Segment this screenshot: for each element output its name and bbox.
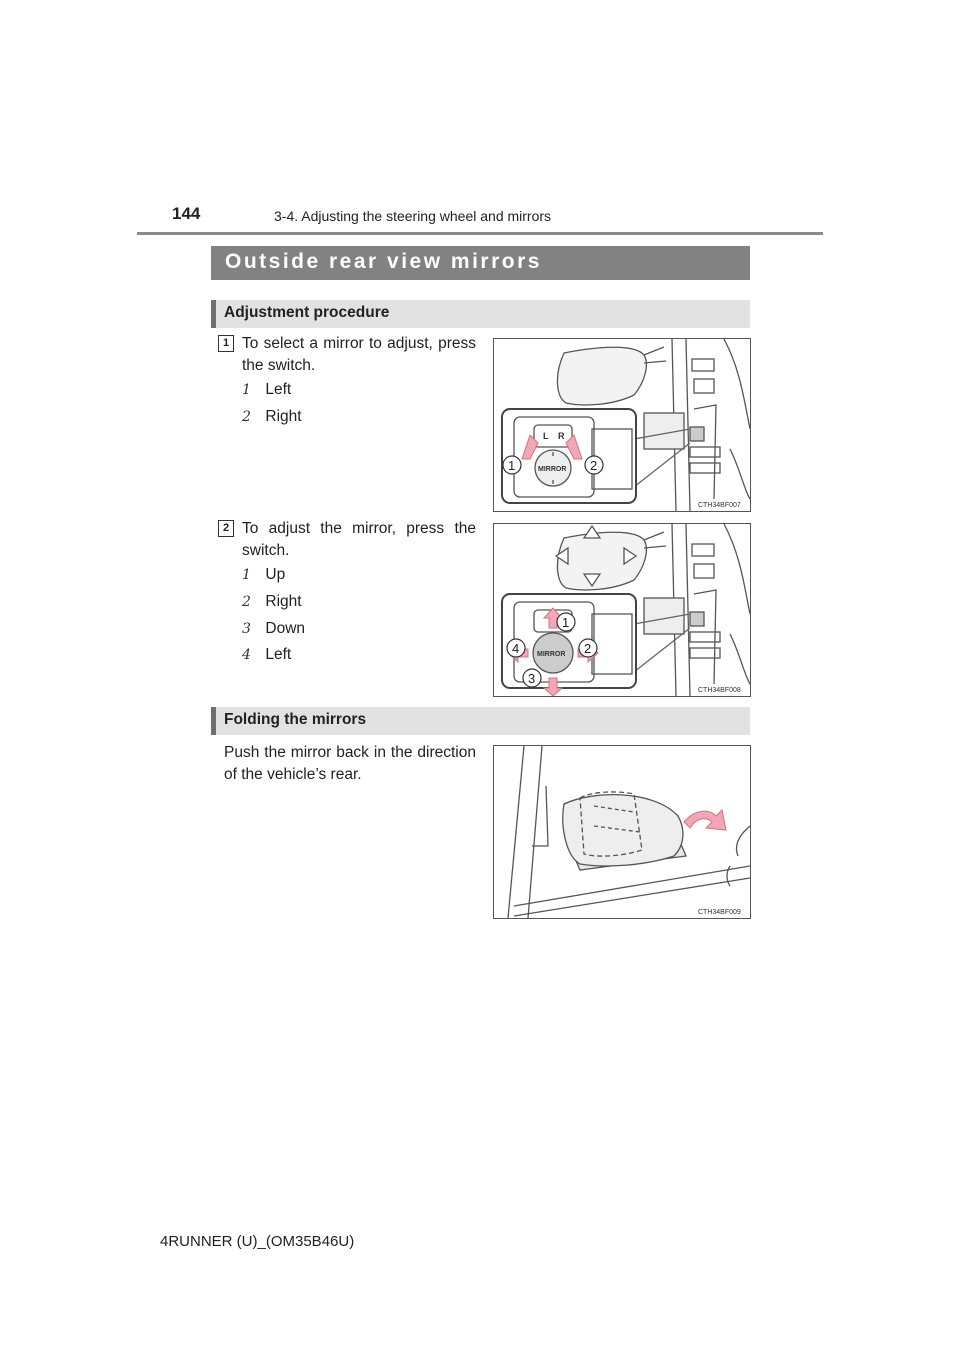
item-number: 4: [242, 647, 251, 663]
mirror-select-illustration: [494, 339, 750, 511]
section-title-bar: [211, 246, 750, 280]
item-label: Right: [265, 593, 302, 610]
folding-text: Push the mirror back in the direction of the vehicle’s rear.: [224, 744, 476, 783]
fig1-callout-1: [503, 456, 521, 474]
fig1-callout-2: [585, 456, 603, 474]
step-1-item-1: [242, 381, 291, 399]
item-number: 1: [242, 382, 251, 398]
item-number: 2: [242, 594, 251, 610]
item-number: 3: [242, 621, 251, 637]
item-label: Left: [265, 646, 292, 663]
subheading-folding: [211, 707, 750, 735]
figure-mirror-adjust: [493, 523, 751, 697]
fig2-callout-4: [507, 639, 525, 657]
step-1-text: To select a mirror to adjust, press the switch.: [242, 335, 476, 374]
item-label: Left: [265, 381, 292, 398]
figure-mirror-fold: [493, 745, 751, 919]
header-rule: [137, 232, 823, 235]
mirror-adjust-illustration: [494, 524, 750, 696]
item-label: Up: [265, 566, 286, 583]
fig2-mirror-label: MIRROR: [537, 651, 566, 658]
svg-text:1: 1: [508, 458, 516, 473]
footer-model-code: 4RUNNER (U)_(OM35B46U): [160, 1233, 355, 1250]
mirror-fold-illustration: [494, 746, 750, 918]
subheading-adjustment-label: Adjustment procedure: [224, 304, 390, 321]
fig3-code: CTH34BF009: [698, 909, 741, 916]
subheading-folding-label: Folding the mirrors: [224, 711, 367, 728]
svg-text:3: 3: [528, 671, 536, 686]
item-number: 2: [242, 409, 251, 425]
svg-text:1: 1: [562, 615, 570, 630]
item-number: 1: [242, 567, 251, 583]
step-2-item-4: [242, 646, 291, 664]
fig1-mirror-label: MIRROR: [538, 466, 567, 473]
subheading-adjustment: [211, 300, 750, 328]
step-2-item-2: [242, 593, 302, 611]
fig2-callout-1: [557, 613, 575, 631]
step-1-badge: 1: [218, 335, 234, 352]
fig1-r-label: R: [558, 431, 565, 441]
fig2-code: CTH34BF008: [698, 687, 741, 694]
fig2-callout-2: [579, 639, 597, 657]
step-2-badge: 2: [218, 520, 234, 537]
item-label: Down: [265, 620, 306, 637]
header-section-title: 3-4. Adjusting the steering wheel and mirrors: [274, 208, 552, 224]
page-number: 144: [172, 204, 201, 223]
item-label: Right: [265, 408, 302, 425]
figure-mirror-select: [493, 338, 751, 512]
svg-text:2: 2: [584, 641, 592, 656]
step-2-item-3: [242, 620, 305, 638]
step-2-text: To adjust the mirror, press the switch.: [242, 520, 476, 559]
step-2-item-1: [242, 566, 285, 584]
fig2-callout-3: [523, 669, 541, 687]
fig1-code: CTH34BF007: [698, 502, 741, 509]
svg-text:4: 4: [512, 641, 520, 656]
svg-text:2: 2: [590, 458, 598, 473]
section-title: Outside rear view mirrors: [225, 250, 542, 273]
fig1-l-label: L: [543, 431, 549, 441]
step-1-item-2: [242, 408, 302, 426]
fig3-fold-arrow: [684, 810, 726, 830]
